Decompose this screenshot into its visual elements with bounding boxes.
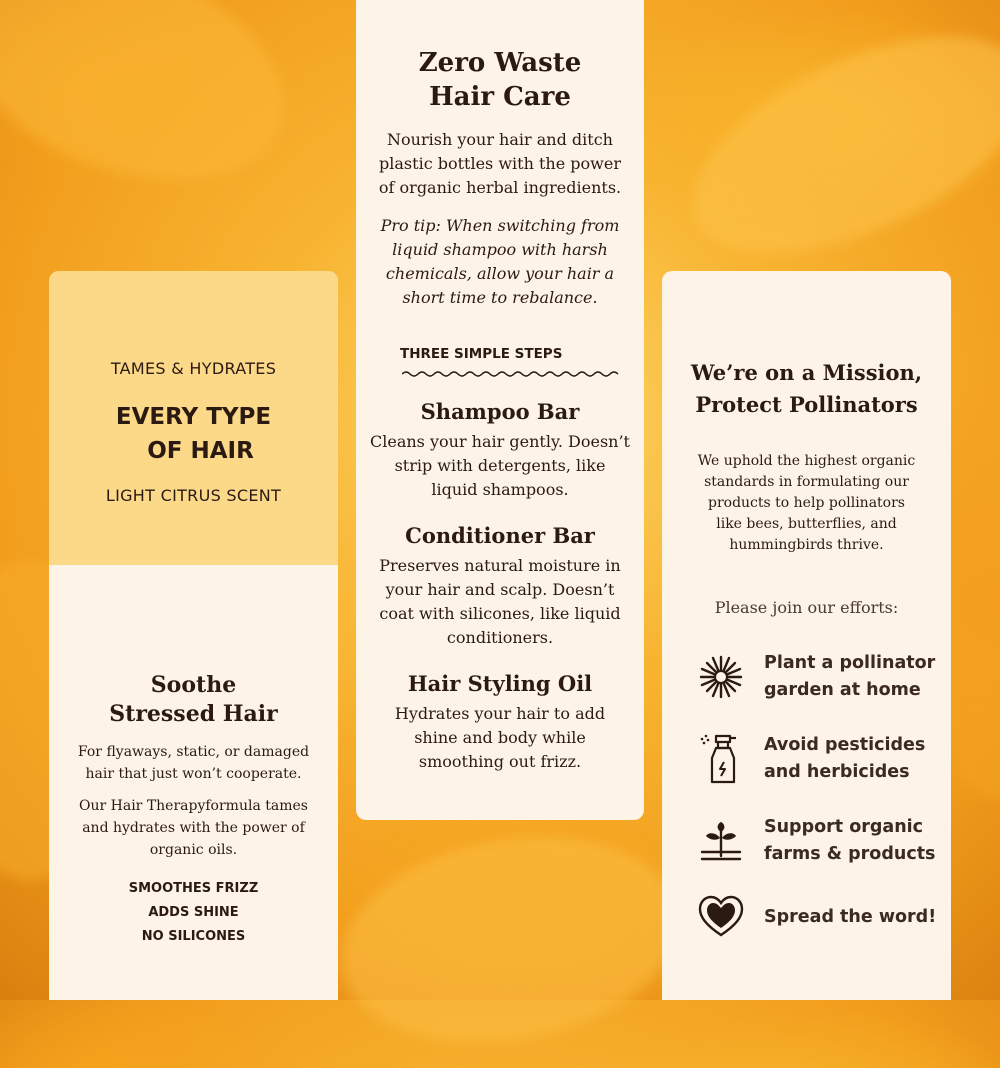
zero-waste-card — [356, 0, 644, 820]
sprout-icon — [698, 818, 744, 864]
join-efforts: Please join our efforts: — [714, 598, 899, 617]
mission-body: We uphold the highest organic standards in formulating our products to help pollinators like bees, butterflies, and hummingbirds thrive. — [697, 453, 916, 553]
zero-waste-title — [370, 46, 630, 114]
title-line: We’re on a Mission, — [690, 360, 923, 385]
action-text — [764, 650, 935, 704]
action-text — [764, 732, 925, 786]
action-line: Avoid pesticides — [764, 735, 926, 755]
action-text — [764, 904, 936, 931]
steps-heading: THREE SIMPLE STEPS — [400, 346, 563, 362]
step-text: Cleans your hair gently. Doesn’t strip with detergents, like liquid shampoos. — [370, 432, 630, 499]
step-conditioner — [370, 522, 630, 650]
step-title: Shampoo Bar — [420, 399, 580, 424]
kicker-tames-hydrates: TAMES & HYDRATES — [110, 359, 277, 378]
step-styling-oil — [370, 670, 630, 774]
title-line: Soothe — [150, 672, 237, 698]
action-line: Spread the word! — [764, 906, 937, 927]
wavy-divider — [402, 370, 622, 378]
kicker-citrus-scent: LIGHT CITRUS SCENT — [105, 486, 282, 505]
title-line: Zero Waste — [418, 48, 582, 78]
heart-icon — [698, 894, 744, 940]
title-line: Hair Care — [429, 82, 571, 112]
spray-bottle-icon — [698, 736, 744, 782]
step-text: Preserves natural moisture in your hair and scalp. Doesn’t coat with silicones, like liquid conditioners. — [379, 556, 621, 647]
headline-line: EVERY TYPE — [115, 404, 272, 430]
formula-description: Our Hair Therapyformula tames and hydrates with the power of organic oils. — [79, 798, 308, 858]
step-shampoo — [370, 398, 630, 502]
soothe-title — [67, 671, 320, 729]
zero-waste-intro: Nourish your hair and ditch plastic bottles with the power of organic herbal ingredients. — [378, 130, 622, 197]
feature-list — [67, 877, 320, 949]
mission-title — [676, 357, 937, 421]
step-title: Hair Styling Oil — [407, 671, 593, 696]
feature-item: ADDS SHINE — [148, 905, 239, 920]
action-support-organic — [698, 814, 937, 868]
action-avoid-pesticides — [698, 732, 937, 786]
title-line: Protect Pollinators — [695, 392, 918, 417]
feature-item: SMOOTHES FRIZZ — [128, 881, 259, 896]
pollinator-mission-card — [662, 271, 951, 1000]
hair-type-highlight — [49, 271, 338, 565]
background-petal — [325, 812, 695, 1068]
headline-every-type — [49, 400, 338, 468]
feature-item: NO SILICONES — [141, 929, 246, 944]
action-line: and herbicides — [764, 762, 910, 782]
action-plant-garden — [698, 650, 937, 704]
action-line: farms & products — [764, 844, 936, 864]
action-line: Plant a pollinator — [764, 653, 936, 673]
background-petal — [661, 0, 1000, 298]
soothe-description: For flyaways, static, or damaged hair that just won’t cooperate. — [77, 744, 310, 782]
action-line: garden at home — [764, 680, 921, 700]
action-line: Support organic — [764, 817, 924, 837]
action-text — [764, 814, 935, 868]
background-petal — [0, 0, 314, 220]
pro-tip: Pro tip: When switching from liquid shampoo with harsh chemicals, allow your hair a short time to rebalance. — [380, 216, 620, 307]
headline-line: OF HAIR — [147, 438, 254, 464]
step-text: Hydrates your hair to add shine and body while smoothing out frizz. — [394, 704, 606, 771]
flower-icon — [698, 654, 744, 700]
step-title: Conditioner Bar — [405, 523, 595, 548]
soothe-section — [49, 565, 338, 949]
hair-type-card — [49, 271, 338, 1000]
action-spread-word — [698, 894, 937, 940]
title-line: Stressed Hair — [109, 701, 278, 727]
